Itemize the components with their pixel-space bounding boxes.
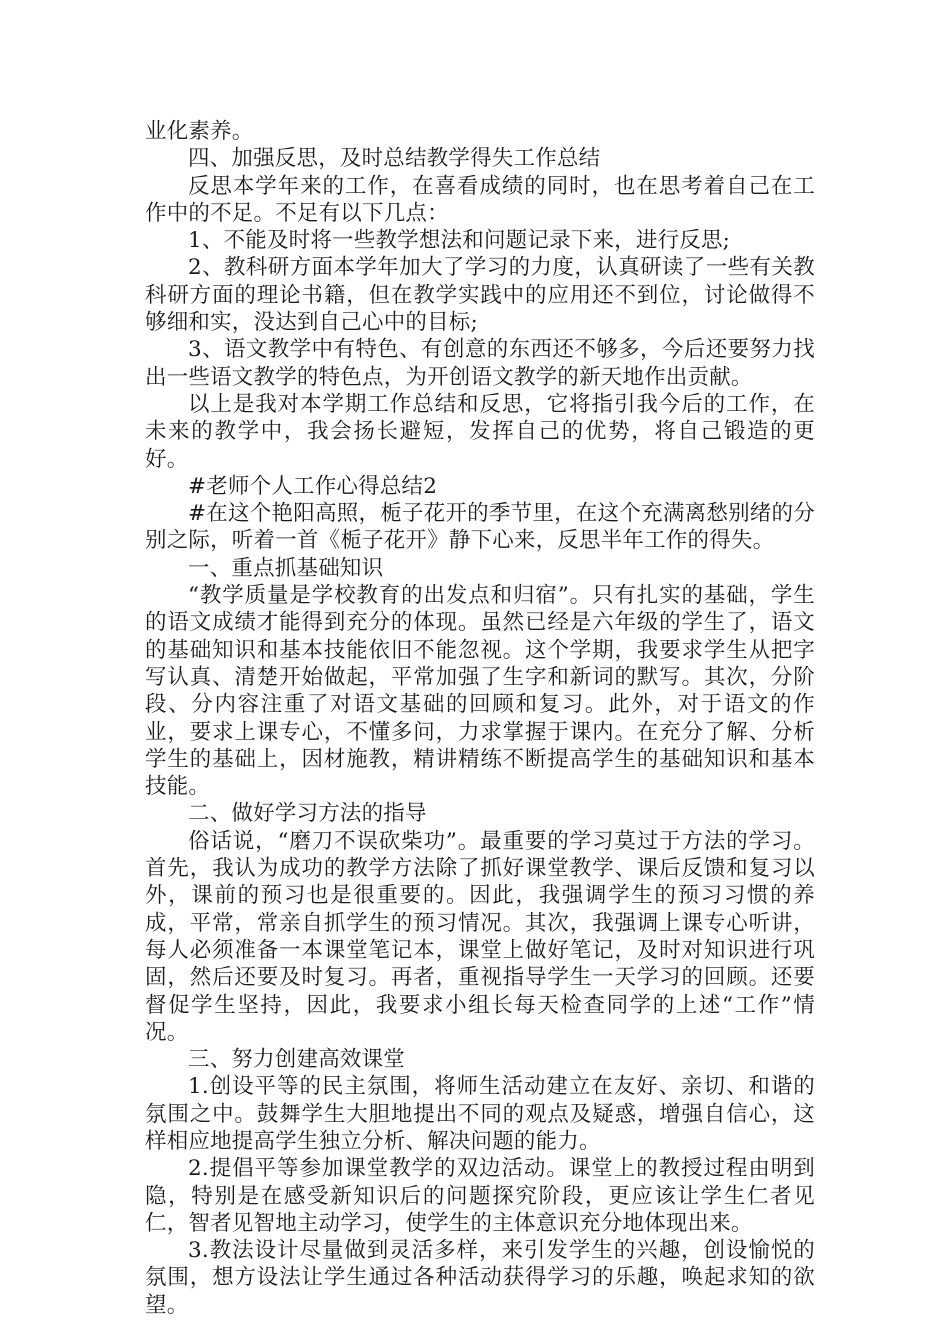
list-item: 1、不能及时将一些教学想法和问题记录下来，进行反思;	[188, 228, 731, 254]
paragraph: 反思本学年来的工作，在喜看成绩的同时，也在思考着自己在工作中的不足。不足有以下几点：	[145, 173, 815, 226]
document-page	[145, 118, 815, 1319]
section-heading: 三、努力创建高效课堂	[188, 1047, 406, 1073]
article-title: #老师个人工作心得总结2	[188, 473, 438, 499]
list-item: 2、教科研方面本学年加大了学习的力度，认真研读了一些有关教科研方面的理论书籍，但在教学实践中的应用还不到位，讨论做得不够细和实，没达到自己心中的目标;	[145, 255, 815, 336]
paragraph: #在这个艳阳高照，栀子花开的季节里，在这个充满离愁别绪的分别之际，听着一首《栀子花开》静下心来，反思半年工作的得失。	[145, 501, 815, 554]
section-heading: 一、重点抓基础知识	[188, 555, 384, 581]
paragraph: “教学质量是学校教育的出发点和归宿”。只有扎实的基础，学生的语文成绩才能得到充分的体现。虽然已经是六年级的学生了，语文的基础知识和基本技能依旧不能忽视。这个学期，我要求学生从把字写认真、清楚开始做起，平常加强了生字和新词的默写。其次，分阶段、分内容注重了对语文基础的回顾和复习。此外，对于语文的作业，要求上课专心，不懂多问，力求掌握于课内。在充分了解、分析学生的基础上，因材施教，精讲精练不断提高学生的基础知识和基本技能。	[145, 583, 815, 800]
list-item: 2.提倡平等参加课堂教学的双边活动。课堂上的教授过程由明到隐，特别是在感受新知识后的问题探究阶段，更应该让学生仁者见仁，智者见智地主动学习，使学生的主体意识充分地体现出来。	[145, 1156, 815, 1236]
paragraph: 业化素养。	[145, 119, 254, 144]
paragraph: 以上是我对本学期工作总结和反思，它将指引我今后的工作，在未来的教学中，我会扬长避短，发挥自己的优势，将自己锻造的更好。	[145, 391, 815, 472]
section-heading: 二、做好学习方法的指导	[188, 801, 427, 827]
section-heading: 四、加强反思，及时总结教学得失工作总结	[188, 146, 601, 172]
list-item: 3.教法设计尽量做到灵活多样，来引发学生的兴趣，创设愉悦的氛围，想方设法让学生通过各种活动获得学习的乐趣，唤起求知的欲望。	[145, 1238, 815, 1318]
list-item: 1.创设平等的民主氛围，将师生活动建立在友好、亲切、和谐的氛围之中。鼓舞学生大胆地提出不同的观点及疑惑，增强自信心，这样相应地提高学生独立分析、解决问题的能力。	[145, 1074, 815, 1154]
paragraph: 俗话说，“磨刀不误砍柴功”。最重要的学习莫过于方法的学习。首先，我认为成功的教学方法除了抓好课堂教学、课后反馈和复习以外，课前的预习也是很重要的。因此，我强调学生的预习习惯的养成，平常，常亲自抓学生的预习情况。其次，我强调上课专心听讲，每人必须准备一本课堂笔记本，课堂上做好笔记，及时对知识进行巩固，然后还要及时复习。再者，重视指导学生一天学习的回顾。还要督促学生坚持，因此，我要求小组长每天检查同学的上述“工作”情况。	[145, 828, 815, 1045]
list-item: 3、语文教学中有特色、有创意的东西还不够多，今后还要努力找出一些语文教学的特色点，为开创语文教学的新天地作出贡献。	[145, 337, 815, 390]
